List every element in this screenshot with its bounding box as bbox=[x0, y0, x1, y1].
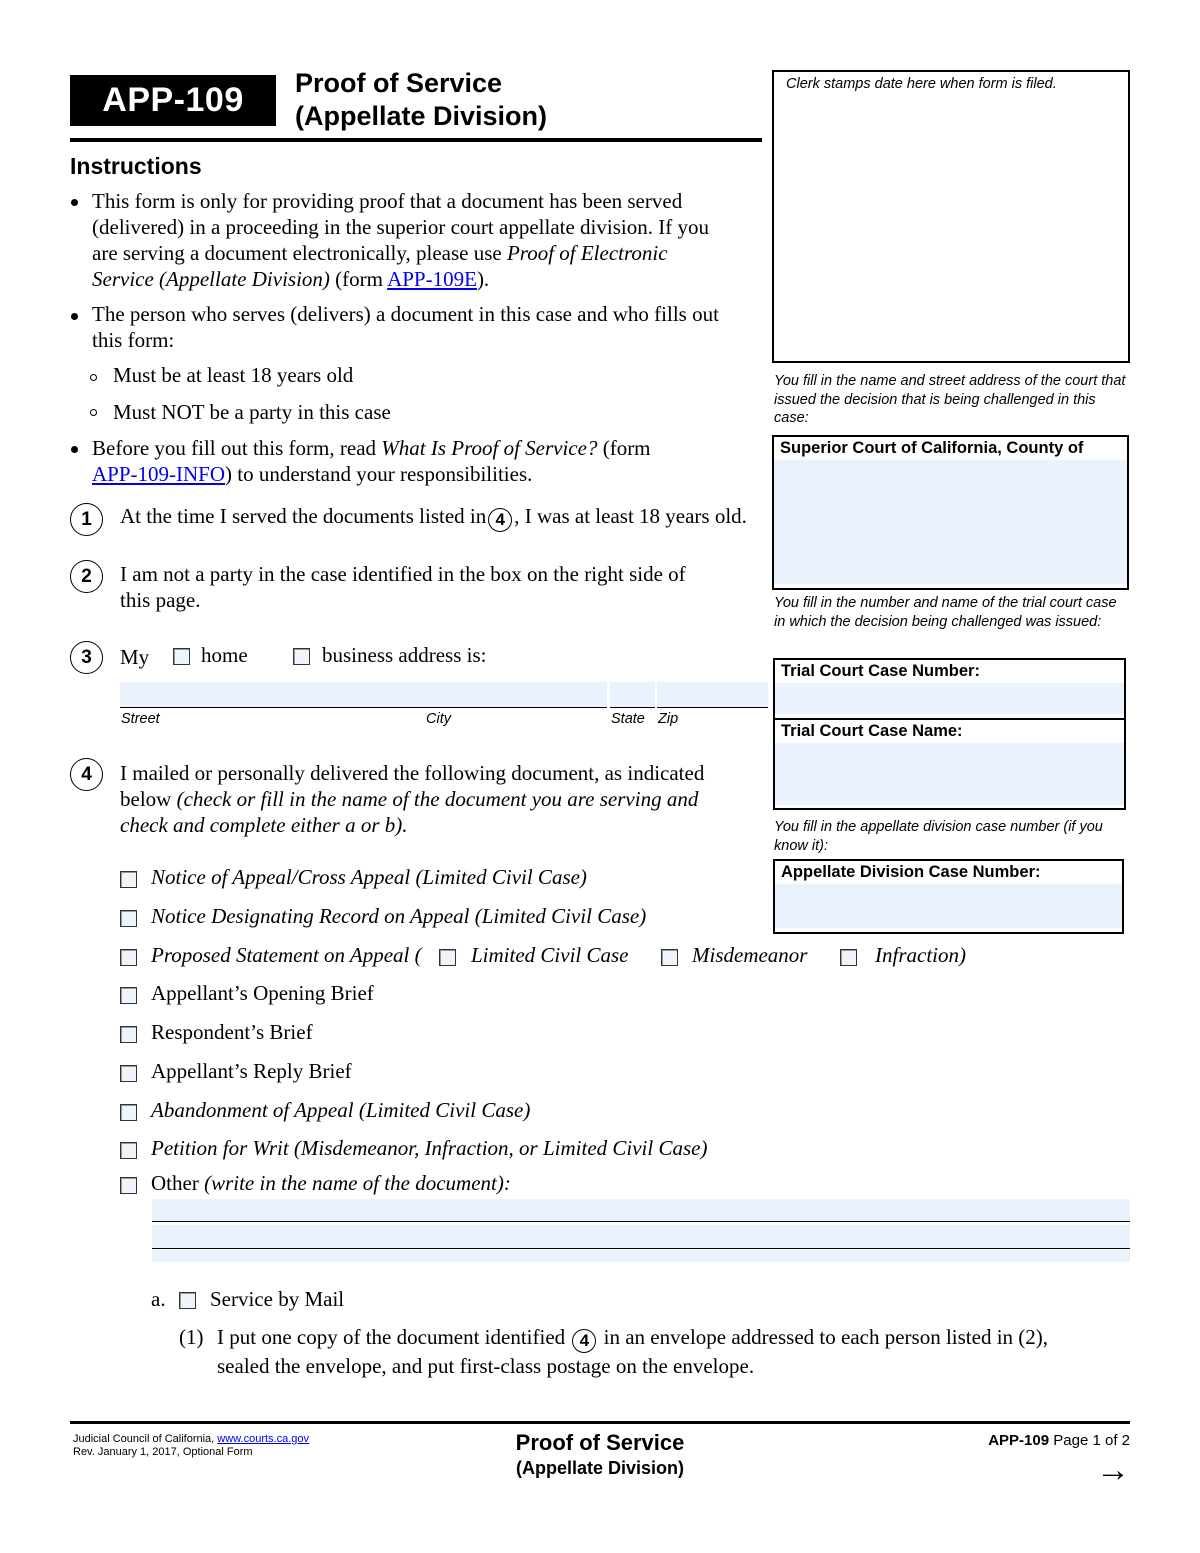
bullet-dot bbox=[71, 199, 78, 206]
text: Proposed Statement on Appeal ( bbox=[151, 943, 422, 967]
footer-form-id: APP-109 bbox=[988, 1432, 1050, 1449]
item-number-3: 3 bbox=[70, 641, 103, 674]
text: Before you fill out this form, read bbox=[92, 436, 382, 460]
home-address-checkbox[interactable] bbox=[173, 648, 190, 665]
text: in an envelope addressed to each person listed in (2), bbox=[603, 1325, 1049, 1349]
trial-case-number-box bbox=[773, 658, 1126, 720]
state-field[interactable] bbox=[610, 682, 655, 708]
service-by-mail-label: Service by Mail bbox=[210, 1287, 345, 1311]
item-number-4: 4 bbox=[70, 758, 103, 791]
service-by-mail-checkbox[interactable] bbox=[179, 1292, 196, 1309]
street-field[interactable] bbox=[120, 682, 607, 708]
text: Other bbox=[151, 1171, 199, 1195]
text-line: I am not a party in the case identified in the box on the right side of bbox=[120, 562, 686, 586]
other-document-field-padding bbox=[152, 1250, 1130, 1262]
text: I put one copy of the document identified bbox=[217, 1325, 566, 1349]
hollow-bullet bbox=[90, 409, 97, 416]
doc-reply-brief-checkbox[interactable] bbox=[120, 1065, 137, 1082]
form-id-badge: APP-109 bbox=[70, 75, 276, 126]
text: are serving a document electronically, please use bbox=[92, 241, 507, 265]
text: Judicial Council of California, bbox=[73, 1433, 218, 1445]
text: (form bbox=[597, 436, 651, 460]
superior-court-title: Superior Court of California, County of bbox=[774, 437, 1127, 460]
header-rule bbox=[70, 138, 762, 142]
trial-case-number-title: Trial Court Case Number: bbox=[775, 660, 1124, 683]
doc-proposed-statement-row bbox=[151, 943, 422, 968]
superior-court-box bbox=[772, 435, 1129, 590]
limited-civil-case-checkbox[interactable] bbox=[439, 949, 456, 966]
instruction-bullet-2 bbox=[92, 301, 762, 353]
doc-other-label bbox=[151, 1171, 511, 1196]
instructions-heading: Instructions bbox=[70, 153, 202, 179]
text: (write in the name of the document): bbox=[204, 1171, 511, 1195]
appellate-case-number-field[interactable] bbox=[775, 884, 1122, 928]
text-line: (delivered) in a proceeding in the superior court appellate division. If you bbox=[92, 215, 709, 239]
item-ref-4: 4 bbox=[572, 1329, 596, 1353]
trial-court-note: You fill in the number and name of the trial court case in which the decision being challenged was issued: bbox=[774, 595, 1117, 630]
trial-case-number-field[interactable] bbox=[775, 683, 1124, 714]
doc-notice-of-appeal-label: Notice of Appeal/Cross Appeal (Limited Civil Case) bbox=[151, 865, 587, 889]
other-document-field-line-1[interactable] bbox=[152, 1199, 1130, 1222]
item-4-text bbox=[120, 760, 760, 838]
text-line bbox=[92, 435, 762, 461]
misdemeanor-checkbox[interactable] bbox=[661, 949, 678, 966]
appellate-case-number-title: Appellate Division Case Number: bbox=[775, 861, 1122, 884]
appellate-note: You fill in the appellate division case number (if you know it): bbox=[774, 819, 1103, 854]
clerk-stamp-note: Clerk stamps date here when form is filed. bbox=[786, 76, 1057, 92]
other-document-field-line-2[interactable] bbox=[152, 1225, 1130, 1249]
text: below bbox=[120, 787, 177, 811]
option-a-label: a. bbox=[151, 1287, 166, 1311]
text: Service (Appellate Division) bbox=[92, 267, 330, 291]
zip-label: Zip bbox=[658, 711, 679, 727]
text-line: I mailed or personally delivered the following document, as indicated bbox=[120, 761, 705, 785]
instruction-bullet-1 bbox=[92, 188, 762, 292]
footer-publisher bbox=[73, 1433, 309, 1459]
court-note: You fill in the name and street address of the court that issued the decision that is being challenged in this case: bbox=[774, 373, 1126, 426]
item-2-text bbox=[120, 561, 740, 613]
trial-case-name-title: Trial Court Case Name: bbox=[775, 720, 1124, 743]
page-number bbox=[988, 1432, 1130, 1449]
app-109e-link[interactable]: APP-109E bbox=[387, 267, 477, 291]
doc-notice-designating-record-checkbox[interactable] bbox=[120, 910, 137, 927]
footer-page-info bbox=[988, 1432, 1130, 1487]
text: What Is Proof of Service? bbox=[381, 436, 598, 460]
bullet-dot bbox=[71, 446, 78, 453]
text: (check or fill in the name of the document you are serving and bbox=[176, 787, 699, 811]
form-title bbox=[295, 67, 547, 133]
footer-rule bbox=[70, 1421, 1130, 1424]
text: (form bbox=[329, 267, 388, 291]
item-ref-4: 4 bbox=[488, 508, 512, 532]
limited-civil-case-label: Limited Civil Case bbox=[471, 943, 629, 967]
text-line bbox=[92, 240, 762, 266]
state-label: State bbox=[611, 711, 645, 727]
doc-notice-designating-record-label: Notice Designating Record on Appeal (Limited Civil Case) bbox=[151, 904, 647, 928]
doc-reply-brief-label: Appellant’s Reply Brief bbox=[151, 1059, 352, 1083]
business-label: business address is: bbox=[322, 643, 487, 667]
instruction-sub-1: Must be at least 18 years old bbox=[113, 363, 354, 387]
text: , I was at least 18 years old. bbox=[514, 504, 747, 528]
text: Proof of Electronic bbox=[506, 241, 668, 265]
doc-opening-brief-label: Appellant’s Opening Brief bbox=[151, 981, 374, 1005]
home-label: home bbox=[201, 643, 248, 667]
text-line bbox=[73, 1433, 309, 1446]
item-1-text bbox=[120, 503, 747, 532]
doc-proposed-statement-checkbox[interactable] bbox=[120, 949, 137, 966]
zip-field[interactable] bbox=[657, 682, 768, 708]
item-3-my-label: My bbox=[120, 645, 150, 669]
clerk-stamp-box bbox=[772, 70, 1130, 363]
street-label: Street bbox=[121, 711, 160, 727]
business-address-checkbox[interactable] bbox=[293, 648, 310, 665]
doc-opening-brief-checkbox[interactable] bbox=[120, 987, 137, 1004]
trial-case-name-field[interactable] bbox=[775, 743, 1124, 805]
doc-respondents-brief-checkbox[interactable] bbox=[120, 1026, 137, 1043]
superior-court-field[interactable] bbox=[774, 460, 1127, 584]
bullet-dot bbox=[71, 313, 78, 320]
item-number-2: 2 bbox=[70, 560, 103, 593]
next-page-arrow-icon[interactable]: → bbox=[1096, 1451, 1130, 1489]
doc-abandonment-label: Abandonment of Appeal (Limited Civil Case) bbox=[151, 1098, 531, 1122]
text-line: This form is only for providing proof that a document has been served bbox=[92, 189, 683, 213]
footer-title-line1: Proof of Service bbox=[515, 1430, 685, 1455]
doc-petition-for-writ-checkbox[interactable] bbox=[120, 1142, 137, 1159]
text: At the time I served the documents listed in bbox=[120, 504, 487, 528]
doc-abandonment-checkbox[interactable] bbox=[120, 1104, 137, 1121]
footer-title bbox=[470, 1430, 730, 1479]
text-line bbox=[217, 1324, 1117, 1353]
misdemeanor-label: Misdemeanor bbox=[692, 943, 808, 967]
infraction-label: Infraction) bbox=[875, 943, 966, 967]
text: ) to understand your responsibilities. bbox=[225, 462, 533, 486]
text-line: The person who serves (delivers) a document in this case and who fills out bbox=[92, 302, 719, 326]
text-line: sealed the envelope, and put first-class postage on the envelope. bbox=[217, 1354, 755, 1378]
trial-case-name-box bbox=[773, 718, 1126, 810]
text-line: this page. bbox=[120, 588, 201, 612]
city-label: City bbox=[426, 711, 451, 727]
item-number-1: 1 bbox=[70, 503, 103, 536]
sub-item-number: (1) bbox=[179, 1325, 204, 1349]
app-109-info-link[interactable]: APP-109-INFO bbox=[92, 462, 226, 486]
text: Page 1 of 2 bbox=[1049, 1432, 1130, 1449]
text-line bbox=[120, 786, 760, 812]
form-title-line1: Proof of Service bbox=[295, 68, 503, 98]
hollow-bullet bbox=[90, 374, 97, 381]
text-line: Rev. January 1, 2017, Optional Form bbox=[73, 1446, 253, 1458]
mail-instructions-text bbox=[217, 1324, 1117, 1379]
doc-respondents-brief-label: Respondent’s Brief bbox=[151, 1020, 313, 1044]
text-line bbox=[92, 461, 762, 487]
doc-other-checkbox[interactable] bbox=[120, 1177, 137, 1194]
text-line: check and complete either a or b). bbox=[120, 813, 408, 837]
text: ). bbox=[476, 267, 490, 291]
text-line: this form: bbox=[92, 328, 175, 352]
infraction-checkbox[interactable] bbox=[840, 949, 857, 966]
doc-petition-for-writ-label: Petition for Writ (Misdemeanor, Infraction, or Limited Civil Case) bbox=[151, 1136, 708, 1160]
courts-website-link[interactable]: www.courts.ca.gov bbox=[217, 1433, 309, 1445]
doc-notice-of-appeal-checkbox[interactable] bbox=[120, 871, 137, 888]
footer-title-line2: (Appellate Division) bbox=[515, 1458, 685, 1478]
instruction-bullet-3 bbox=[92, 435, 762, 487]
appellate-case-number-box bbox=[773, 859, 1124, 934]
form-title-line2: (Appellate Division) bbox=[295, 101, 548, 131]
text-line bbox=[92, 266, 762, 292]
instruction-sub-2: Must NOT be a party in this case bbox=[113, 400, 391, 424]
